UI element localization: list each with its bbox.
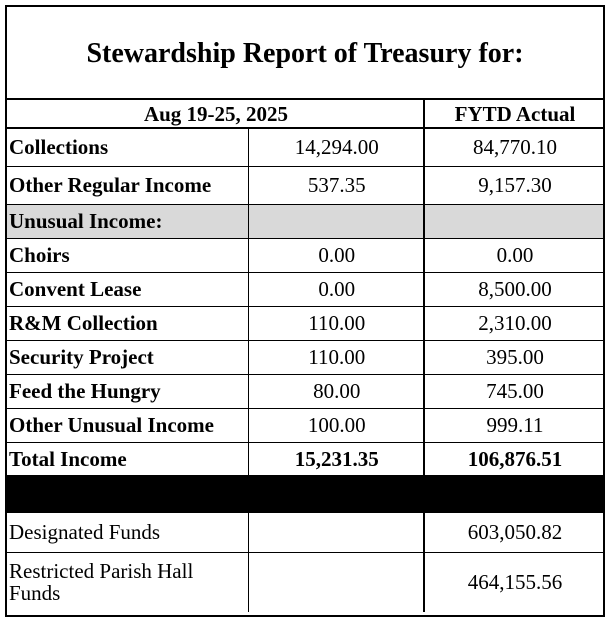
fund-label: Restricted Parish Hall Funds bbox=[9, 559, 194, 606]
week-value: 537.35 bbox=[248, 166, 424, 204]
week-value: 100.00 bbox=[248, 408, 424, 442]
week-value bbox=[248, 204, 424, 238]
week-value bbox=[248, 512, 424, 552]
table-row bbox=[7, 166, 603, 204]
section-row bbox=[7, 204, 603, 238]
header-row bbox=[7, 100, 603, 128]
fytd-value: 603,050.82 bbox=[424, 512, 603, 552]
fytd-header: FYTD Actual bbox=[424, 100, 603, 128]
total-week-value: 15,231.35 bbox=[248, 442, 424, 476]
fytd-value: 8,500.00 bbox=[424, 272, 603, 306]
row-label: Security Project bbox=[7, 340, 248, 374]
week-value: 0.00 bbox=[248, 238, 424, 272]
stewardship-report bbox=[5, 5, 605, 617]
week-value bbox=[248, 552, 424, 612]
fytd-value bbox=[424, 204, 603, 238]
table-row bbox=[7, 374, 603, 408]
title-box bbox=[7, 7, 603, 100]
fund-row bbox=[7, 552, 603, 612]
fytd-value: 2,310.00 bbox=[424, 306, 603, 340]
week-value: 14,294.00 bbox=[248, 128, 424, 166]
treasury-table bbox=[7, 100, 603, 612]
divider-bar bbox=[7, 476, 603, 512]
week-value: 0.00 bbox=[248, 272, 424, 306]
table-row bbox=[7, 340, 603, 374]
table-row bbox=[7, 306, 603, 340]
row-label: Other Unusual Income bbox=[7, 408, 248, 442]
report-title: Stewardship Report of Treasury for: bbox=[86, 37, 524, 69]
week-value: 80.00 bbox=[248, 374, 424, 408]
table-row bbox=[7, 238, 603, 272]
total-row bbox=[7, 442, 603, 476]
fytd-value: 9,157.30 bbox=[424, 166, 603, 204]
fund-row bbox=[7, 512, 603, 552]
section-label: Unusual Income: bbox=[7, 204, 248, 238]
table-row bbox=[7, 272, 603, 306]
fytd-value: 464,155.56 bbox=[424, 552, 603, 612]
row-label: Collections bbox=[7, 128, 248, 166]
week-value: 110.00 bbox=[248, 306, 424, 340]
row-label: Convent Lease bbox=[7, 272, 248, 306]
total-fytd-value: 106,876.51 bbox=[424, 442, 603, 476]
total-label: Total Income bbox=[9, 446, 127, 471]
row-label: R&M Collection bbox=[7, 306, 248, 340]
table-row bbox=[7, 408, 603, 442]
fytd-value: 999.11 bbox=[424, 408, 603, 442]
row-label: Other Regular Income bbox=[7, 166, 248, 204]
fytd-value: 0.00 bbox=[424, 238, 603, 272]
week-value: 110.00 bbox=[248, 340, 424, 374]
table-row bbox=[7, 128, 603, 166]
row-label: Choirs bbox=[7, 238, 248, 272]
fytd-value: 84,770.10 bbox=[424, 128, 603, 166]
period-header: Aug 19-25, 2025 bbox=[7, 100, 424, 128]
row-label: Feed the Hungry bbox=[7, 374, 248, 408]
fund-label: Designated Funds bbox=[7, 512, 248, 552]
fytd-value: 745.00 bbox=[424, 374, 603, 408]
fytd-value: 395.00 bbox=[424, 340, 603, 374]
